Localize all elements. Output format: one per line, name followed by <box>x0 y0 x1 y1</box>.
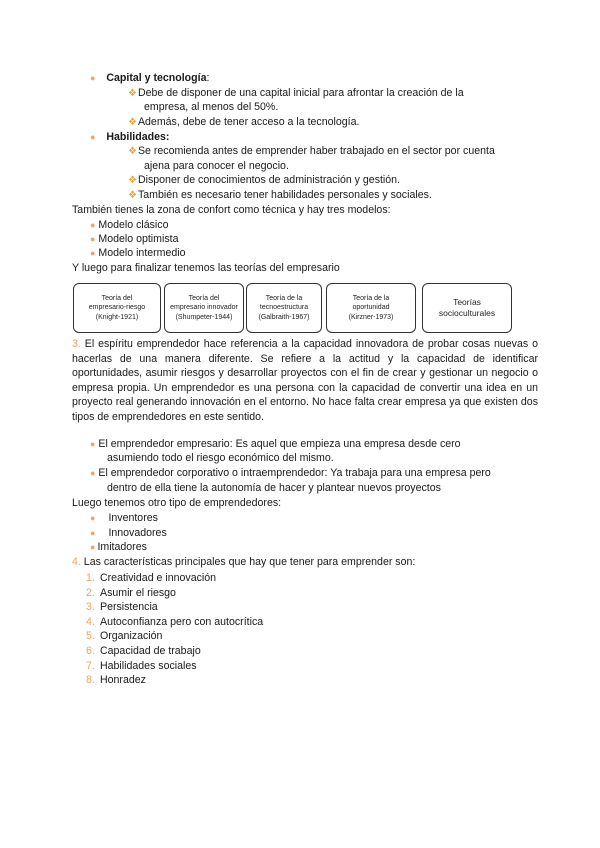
caracteristicas-list <box>86 571 263 688</box>
habilidades-title: Habilidades: <box>106 131 170 143</box>
bullet-dot-icon: ● <box>90 234 96 244</box>
habilidades-bullet-1: ❖Se recomienda antes de emprender haber trabajado en el sector por cuenta <box>128 145 495 157</box>
list-item: 1. Creatividad e innovación <box>86 572 217 584</box>
otros-item: ● Innovadores <box>90 527 167 539</box>
list-item: 5. Organización <box>86 630 163 643</box>
section-number: 3. <box>72 338 81 350</box>
bullet-dot-icon: ● <box>90 542 96 552</box>
capital-title: Capital y tecnología <box>106 72 207 84</box>
otros-item: ● Inventores <box>90 512 158 524</box>
model-item: ● Modelo clásico <box>90 219 169 231</box>
diamond-bullet-icon: ❖ <box>128 175 137 186</box>
otros-intro: Luego tenemos otro tipo de emprendedores: <box>72 497 282 509</box>
theory-box-galbraith: Teoría de la tecnoestructura (Galbraith-1967) <box>246 283 322 333</box>
bullet-dot-icon: ● <box>90 73 96 83</box>
diamond-bullet-icon: ❖ <box>128 146 137 157</box>
diamond-bullet-icon: ❖ <box>128 117 137 128</box>
otros-item: ● Imitadores <box>90 541 147 553</box>
capital-bullet-1-cont: empresa, al menos del 50%. <box>144 101 279 113</box>
diamond-bullet-icon: ❖ <box>128 88 137 99</box>
caracteristicas-intro: 4. Las características principales que hay que tener para emprender son: <box>72 556 416 568</box>
confort-intro: También tienes la zona de confort como técnica y hay tres modelos: <box>72 204 391 216</box>
espiritu-paragraph: 3. El espíritu emprendedor hace referencia a la capacidad innovadora de probar cosas nuevas o hacerlas de una manera diferente. Se refiere a la actitud y la capacidad de identificar oportunidades, asumir riesgos y desarrollar proyectos con el fin de crear y gestionar un negocio o empresa propia. Un emprendedor es una persona con la capacidad de convertir una idea en un proyecto real generando innovación en el entorno. No hace falta crear empresa ya que existen dos tipos de emprendedores en este sentido. <box>72 338 538 423</box>
bullet-dot-icon: ● <box>90 513 96 523</box>
tipo-item-cont: dentro de ella tiene la autonomía de hacer y plantear nuevos proyectos <box>107 482 441 494</box>
model-item: ● Modelo intermedio <box>90 247 186 259</box>
bullet-dot-icon: ● <box>90 220 96 230</box>
bullet-dot-icon: ● <box>90 248 96 258</box>
bullet-dot-icon: ● <box>90 439 96 449</box>
capital-bullet-1: ❖Debe de disponer de una capital inicial para afrontar la creación de la <box>128 87 464 99</box>
diamond-bullet-icon: ❖ <box>128 190 137 201</box>
list-item: 7. Habilidades sociales <box>86 659 197 672</box>
list-item: 4. Autoconfianza pero con autocrítica <box>86 615 264 628</box>
bullet-dot-icon: ● <box>90 528 96 538</box>
list-item: 6. Capacidad de trabajo <box>86 644 201 657</box>
tipo-item: ● El emprendedor empresario: Es aquel que empieza una empresa desde cero <box>90 438 461 450</box>
habilidades-bullet-1-cont: ajena para conocer el negocio. <box>144 160 289 172</box>
list-item: 8. Honradez <box>86 674 146 687</box>
habilidades-bullet-3: ❖También es necesario tener habilidades personales y sociales. <box>128 189 432 201</box>
theory-box-shumpeter: Teoría del empresario innovador (Shumpeter-1944) <box>164 283 244 333</box>
habilidades-heading <box>90 131 169 144</box>
bullet-dot-icon: ● <box>90 132 96 142</box>
teorias-intro: Y luego para finalizar tenemos las teorías del empresario <box>72 262 340 274</box>
list-item: 2. Asumir el riesgo <box>86 586 176 599</box>
theory-box-knight: Teoría del empresario-riesgo (Knight-1921) <box>73 283 161 333</box>
tipo-item-cont: asumiendo todo el riesgo económico del mismo. <box>107 452 334 464</box>
list-item: 3. Persistencia <box>86 601 158 614</box>
capital-heading: ● Capital y tecnología: <box>90 72 210 84</box>
bullet-dot-icon: ● <box>90 468 96 478</box>
tipo-item: ● El emprendedor corporativo o intraemprendedor: Ya trabaja para una empresa pero <box>90 467 491 479</box>
section-number: 4. <box>72 556 81 568</box>
capital-bullet-2: ❖Además, debe de tener acceso a la tecnología. <box>128 116 360 128</box>
theory-box-kirzner: Teoría de la oportunidad (Kirzner-1973) <box>326 283 416 333</box>
theory-box-socioculturales: Teorías socioculturales <box>422 283 512 333</box>
model-item: ● Modelo optimista <box>90 233 179 245</box>
habilidades-bullet-2: ❖Disponer de conocimientos de administración y gestión. <box>128 174 401 186</box>
